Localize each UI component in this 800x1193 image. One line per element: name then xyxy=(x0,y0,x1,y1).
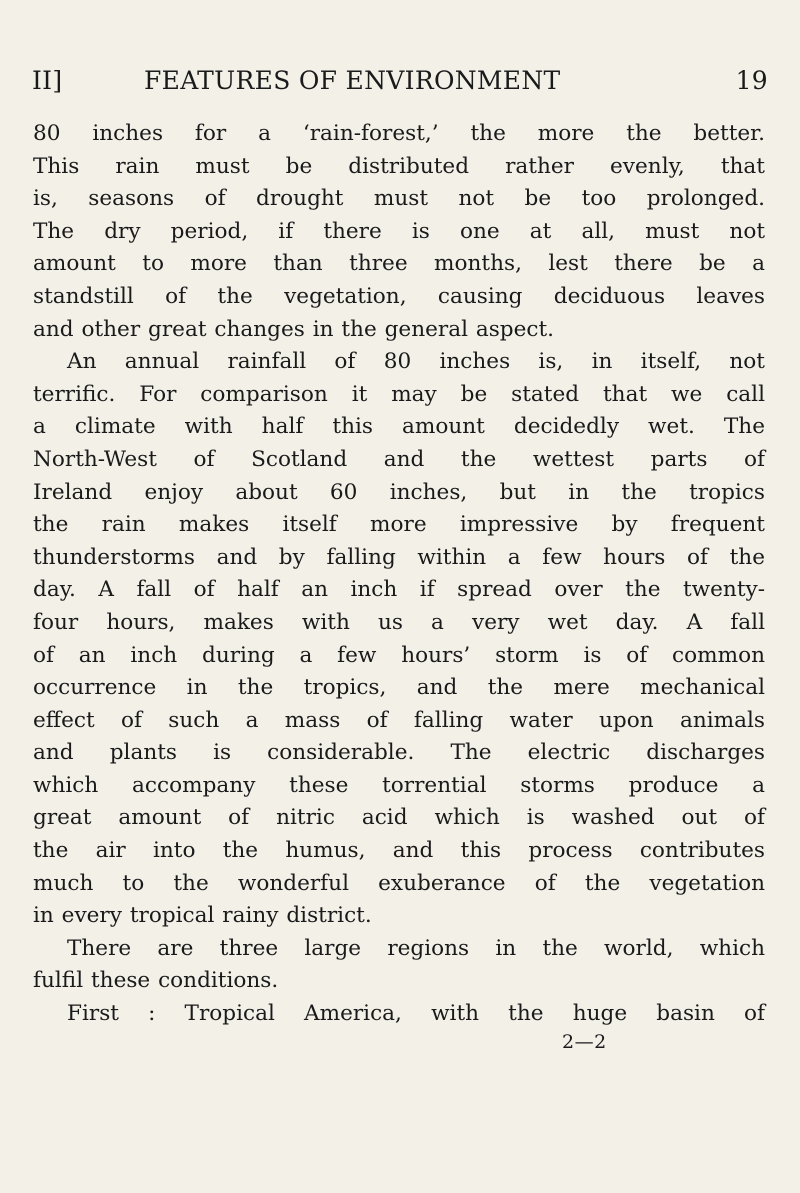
chapter-number: II] xyxy=(32,66,63,95)
text-line: four hours, makes with us a very wet day. A fall xyxy=(33,609,765,635)
text-line: effect of such a mass of falling water upon animals xyxy=(33,707,765,733)
running-title: FEATURES OF ENVIRONMENT xyxy=(144,66,561,95)
text-line: An annual rainfall of 80 inches is, in itself, not xyxy=(67,349,765,375)
text-line: the rain makes itself more impressive by frequent xyxy=(33,512,765,538)
text-line: fulfil these conditions. xyxy=(33,968,279,994)
text-line: 80 inches for a ‘rain-forest,’ the more the better. xyxy=(33,121,765,146)
text-line: Ireland enjoy about 60 inches, but in the tropics xyxy=(33,479,765,505)
text-line: the air into the humus, and this process contributes xyxy=(33,838,765,864)
text-line: is, seasons of drought must not be too prolonged. xyxy=(33,186,765,212)
text-line: There are three large regions in the world, which xyxy=(67,935,765,961)
running-head xyxy=(32,64,768,98)
text-line: standstill of the vegetation, causing deciduous leaves xyxy=(33,283,765,309)
text-line: occurrence in the tropics, and the mere mechanical xyxy=(33,675,765,701)
text-line: First : Tropical America, with the huge basin of xyxy=(67,1001,765,1027)
text-line: and plants is considerable. The electric discharges xyxy=(33,740,765,766)
text-line: and other great changes in the general aspect. xyxy=(33,316,555,342)
text-line: day. A fall of half an inch if spread over the twenty- xyxy=(33,577,765,603)
text-line: North-West of Scotland and the wettest parts of xyxy=(33,446,765,472)
text-line: thunderstorms and by falling within a few hours of the xyxy=(33,544,765,570)
body-text xyxy=(33,118,765,1031)
text-line: terrific. For comparison it may be stated that we call xyxy=(33,381,765,407)
text-line: much to the wonderful exuberance of the vegetation xyxy=(33,870,765,896)
text-line: This rain must be distributed rather evenly, that xyxy=(33,153,765,179)
text-line: amount to more than three months, lest there be a xyxy=(33,251,765,277)
text-line: The dry period, if there is one at all, must not xyxy=(33,218,765,244)
text-line: in every tropical rainy district. xyxy=(33,903,372,929)
text-line: which accompany these torrential storms produce a xyxy=(33,772,765,798)
text-line: great amount of nitric acid which is washed out of xyxy=(33,805,765,831)
text-line: a climate with half this amount decidedly wet. The xyxy=(33,414,765,440)
text-line: of an inch during a few hours’ storm is of common xyxy=(33,642,765,668)
signature-mark: 2—2 xyxy=(562,1031,607,1053)
page-number: 19 xyxy=(735,66,768,95)
